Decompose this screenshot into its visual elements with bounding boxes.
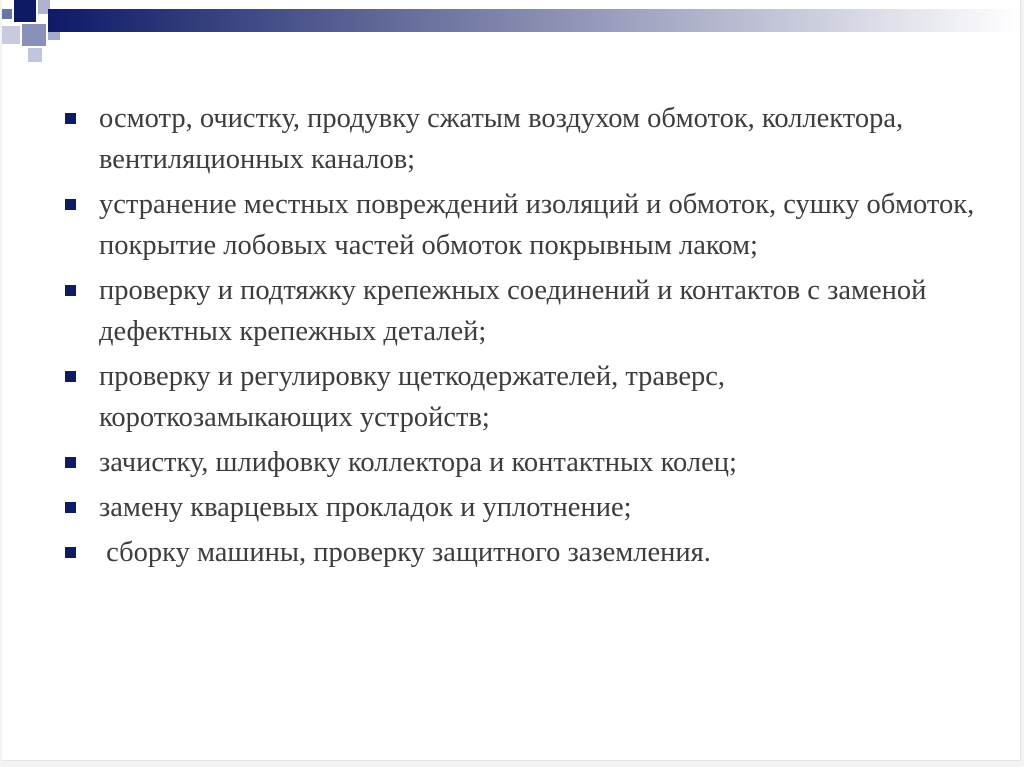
square-bullet-icon: [65, 113, 76, 124]
bullet-list: [62, 98, 982, 577]
bullet-text: сборку машины, проверку защитного заземления.: [99, 537, 711, 568]
bullet-item: [62, 356, 982, 438]
square-bullet-icon: [65, 371, 76, 382]
bullet-item: [62, 442, 982, 483]
bullet-text: устранение местных повреждений изоляций и обмоток, сушку обмоток, покрытие лобовых частей обмоток покрывным лаком;: [99, 189, 975, 261]
square-bullet-icon: [65, 502, 76, 513]
bullet-text: осмотр, очистку, продувку сжатым воздухом обмоток, коллектора, вентиляционных каналов;: [99, 103, 904, 175]
deco-square: [2, 26, 20, 44]
deco-square: [22, 24, 46, 46]
bullet-item: [62, 98, 982, 180]
deco-square: [28, 48, 42, 62]
bullet-item: [62, 184, 982, 266]
title-gradient-bar: [48, 9, 1020, 32]
bullet-text: зачистку, шлифовку коллектора и контактных колец;: [99, 447, 737, 478]
bullet-text: замену кварцевых прокладок и уплотнение;: [99, 492, 632, 523]
square-bullet-icon: [65, 457, 76, 468]
square-bullet-icon: [65, 199, 76, 210]
square-bullet-icon: [65, 285, 76, 296]
bullet-item: [62, 532, 982, 573]
deco-square: [14, 0, 36, 22]
bullet-item: [62, 270, 982, 352]
bullet-text: проверку и регулировку щеткодержателей, траверс, короткозамыкающих устройств;: [99, 361, 725, 433]
bullet-text: проверку и подтяжку крепежных соединений и контактов с заменой дефектных крепежных деталей;: [99, 275, 927, 347]
square-bullet-icon: [65, 547, 76, 558]
slide: [2, 0, 1021, 761]
deco-square: [2, 9, 12, 19]
bullet-item: [62, 487, 982, 528]
